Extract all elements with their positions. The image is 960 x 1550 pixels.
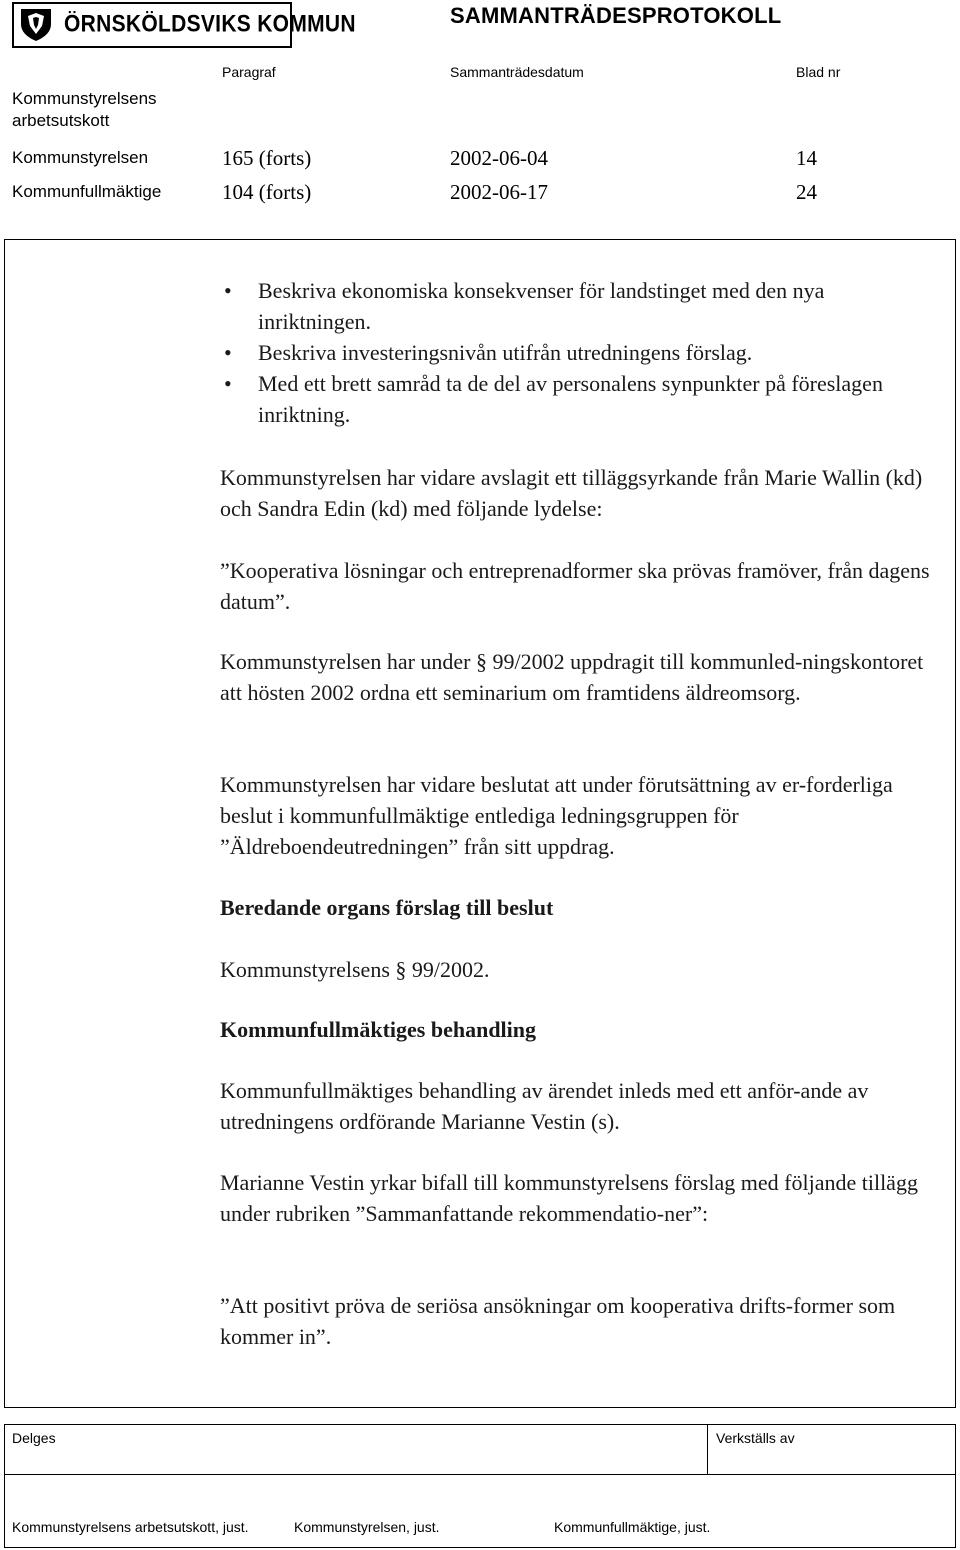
footer-recipient: Kommunstyrelsens arbetsutskott, just.	[12, 1519, 249, 1535]
paragraph-ks-reference: Kommunstyrelsens § 99/2002.	[220, 957, 490, 982]
paragraph-amendment-rejected: Kommunstyrelsen har vidare avslagit ett tilläggsyrkande från Marie Wallin (kd) och Sandra Edin (kd) med följande lydelse:	[220, 465, 923, 521]
meta-organ-2: Kommunfullmäktige	[12, 182, 162, 201]
heading-preparatory-proposal: Beredande organs förslag till beslut	[220, 895, 554, 920]
heading-council-treatment: Kommunfullmäktiges behandling	[220, 1017, 537, 1042]
paragraph-vestin-motion: Marianne Vestin yrkar bifall till kommunstyrelsens förslag med följande tillägg under rubriken ”Sammanfattande rekommendatio-ner”:	[220, 1170, 918, 1226]
column-header-paragraf: Paragraf	[222, 64, 276, 80]
coat-of-arms-icon	[18, 6, 54, 42]
footer-verkstalls-label: Verkställs av	[716, 1430, 795, 1446]
organ-heading-line1: Kommunstyrelsens	[12, 89, 157, 108]
meta-organ-1: Kommunstyrelsen	[12, 148, 149, 167]
bullet-item: • Beskriva ekonomiska konsekvenser för landstinget med den nya inriktningen.	[220, 275, 940, 337]
footer-recipient: Kommunstyrelsen, just.	[294, 1519, 440, 1535]
municipality-logo	[12, 2, 356, 48]
footer-recipient: Kommunfullmäktige, just.	[554, 1519, 711, 1535]
bullet-item: • Med ett brett samråd ta de del av personalens synpunkter på föreslagen inriktning.	[220, 368, 940, 430]
bullet-list	[220, 275, 940, 430]
organ-heading	[12, 88, 212, 132]
column-header-blad: Blad nr	[796, 64, 841, 80]
bullet-item: • Beskriva investeringsnivån utifrån utredningens förslag.	[220, 337, 940, 368]
paragraph-discharge: Kommunstyrelsen har vidare beslutat att under förutsättning av er-forderliga beslut i kommunfullmäktige entlediga ledningsgruppen för ”Äldreboendeutredningen” från sitt uppdrag.	[220, 772, 893, 859]
meta-datum-2: 2002-06-17	[450, 180, 548, 204]
footer-rule-left	[4, 1424, 5, 1548]
meta-paragraf-2: 104 (forts)	[222, 180, 312, 204]
meta-blad-2: 24	[796, 180, 817, 204]
meta-blad-1: 14	[796, 146, 817, 170]
footer-rule-top	[4, 1424, 956, 1425]
meta-paragraf-1: 165 (forts)	[222, 146, 312, 170]
column-header-datum: Sammanträdesdatum	[450, 64, 584, 80]
paragraph-seminar: Kommunstyrelsen har under § 99/2002 uppdragit till kommunled-ningskontoret att hösten 2002 ordna ett seminarium om framtidens äldreomsorg.	[220, 649, 924, 705]
meta-datum-1: 2002-06-04	[450, 146, 548, 170]
footer-delges-label: Delges	[12, 1430, 56, 1446]
logo-text: ÖRNSKÖLDSVIKS KOMMUN	[64, 11, 356, 38]
footer-rule-divider	[707, 1424, 708, 1474]
paragraph-quoted-amendment: ”Kooperativa lösningar och entreprenadformer ska prövas framöver, från dagens datum”.	[220, 558, 930, 614]
footer-rule-middle	[4, 1474, 956, 1475]
paragraph-quoted-addition: ”Att positivt pröva de seriösa ansökningar om kooperativa drifts-former som kommer in”.	[220, 1293, 896, 1349]
footer-rule-right	[955, 1424, 956, 1548]
organ-heading-line2: arbetsutskott	[12, 111, 110, 130]
paragraph-treatment-opened: Kommunfullmäktiges behandling av ärendet inleds med ett anför-ande av utredningens ordförande Marianne Vestin (s).	[220, 1078, 869, 1134]
footer-rule-bottom	[4, 1547, 956, 1548]
document-title: SAMMANTRÄDESPROTOKOLL	[450, 3, 782, 28]
